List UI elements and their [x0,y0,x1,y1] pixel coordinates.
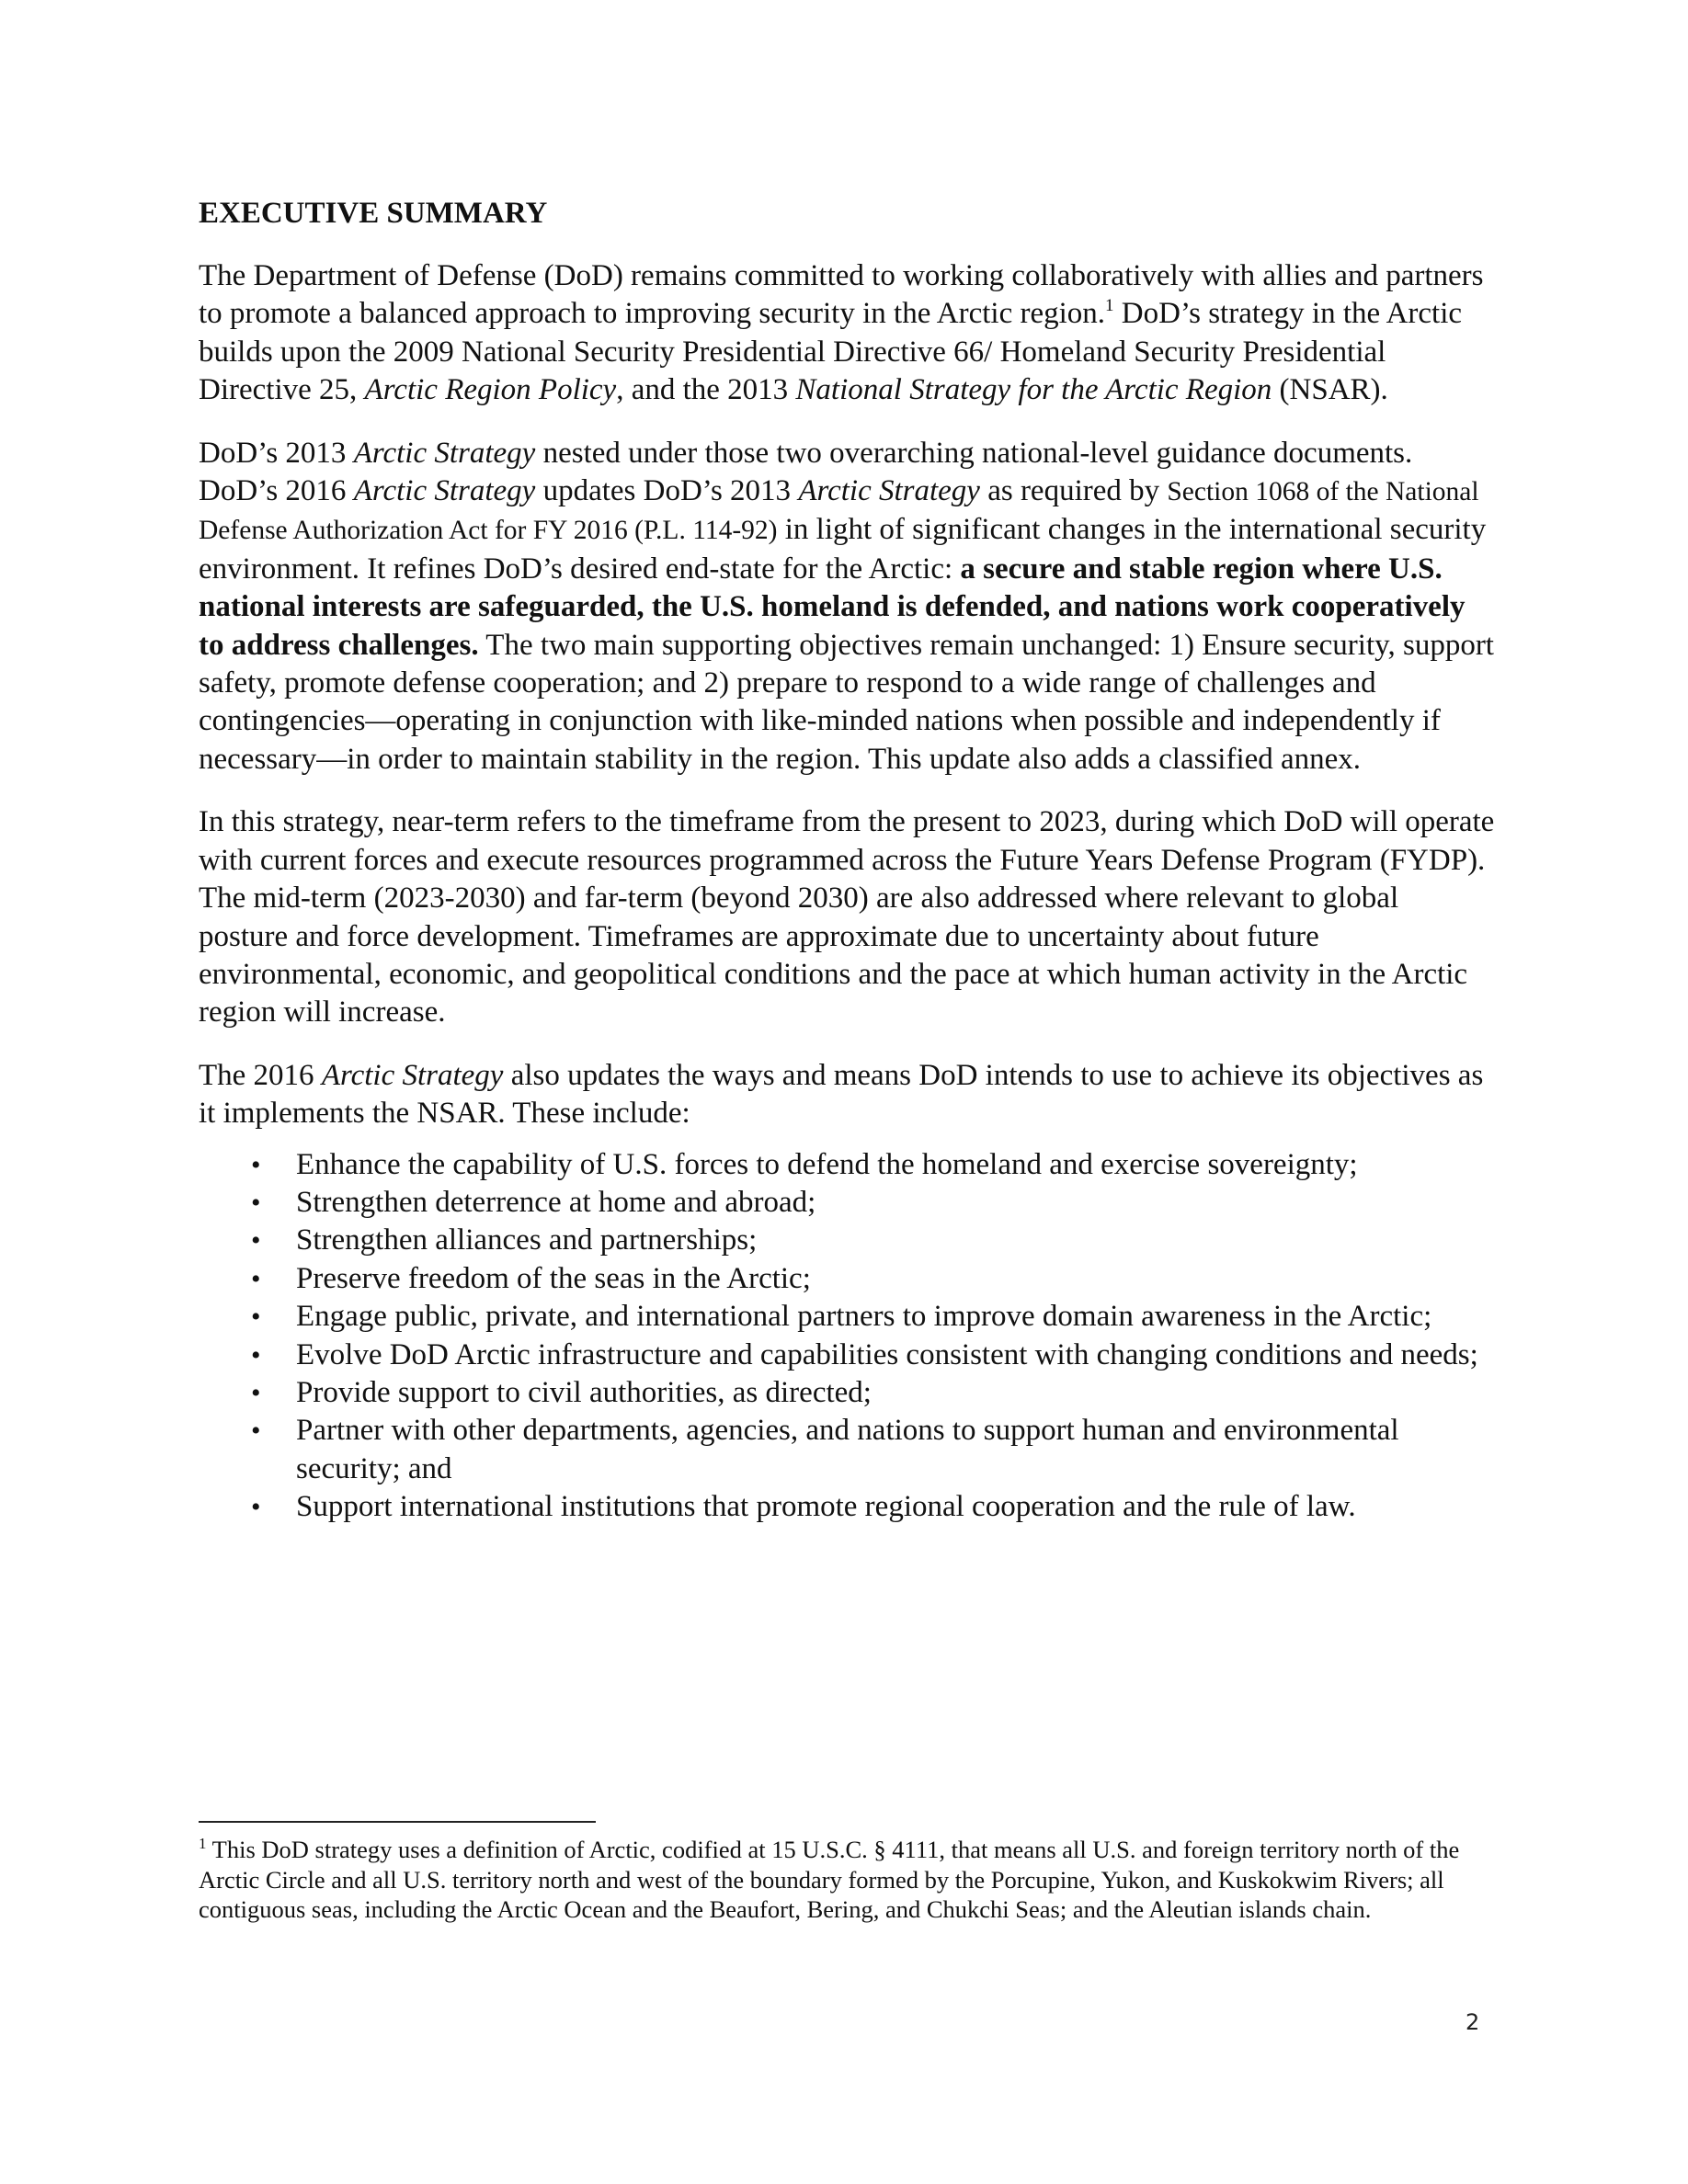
objectives-list [199,1146,1495,1527]
bullet-icon: • [251,1302,261,1333]
bullet-icon: • [251,1225,261,1257]
list-item: • Enhance the capability of U.S. forces to defend the homeland and exercise sovereignty; [199,1146,1495,1184]
section-heading: EXECUTIVE SUMMARY [199,197,548,230]
page-number: 2 [1466,2009,1480,2035]
bullet-icon: • [251,1187,261,1218]
footnote [199,1835,1495,1925]
bullet-icon: • [251,1377,261,1408]
footnote-divider [199,1821,596,1823]
paragraph-timeframes: In this strategy, near-term refers to the timeframe from the present to 2023, during which DoD will operate with current forces and execute resources programmed across the Future Years Defense Program (FYDP). The mid-term (2023-2030) and far-term (beyond 2030) are also addressed where relevant to global posture and force development. Timeframes are approximate due to uncertainty about future environmental, economic, and geopolitical conditions and the pace at which human activity in the Arctic region will increase. [199,805,1495,1029]
end-state-statement: a secure and stable region where U.S. national interests are safeguarded, the U.S. homeland is defended, and nations work cooperatively to address challenges. [199,552,1466,662]
footnote-mark: 1 [199,1835,207,1852]
list-item: • Strengthen alliances and partnerships; [199,1222,1495,1259]
paragraph-intro: The Department of Defense (DoD) remains committed to working collaboratively with allies and partners to promote a balanced approach to improving security in the Arctic region.$^1$ DoD’s strategy in the Arctic builds upon the 2009 National Security Presidential Directive 66/ Homeland Security Presidential Directive 25, Arctic Region Policy, and the 2013 National Strategy for the Arctic Region (NSAR). [199,259,1484,407]
list-item: • Provide support to civil authorities, as directed; [199,1374,1495,1412]
bullet-icon: • [251,1149,261,1180]
paragraph-strategy: DoD’s 2013 Arctic Strategy nested under those two overarching national-level guidance documents. DoD’s 2016 Arctic Strategy updates DoD’s 2013 Arctic Strategy as required by Section 1068 of the National Defense Authorization Act for FY 2016 (P.L. 114-92) in light of significant changes in the international security environment. It refines DoD’s desired end-state for the Arctic: a secure and stable region where U.S. national interests are safeguarded, the U.S. homeland is defended, and nations work cooperatively to address challenges. The two main supporting objectives remain unchanged: 1) Ensure security, support safety, promote defense cooperation; and 2) prepare to respond to a wide range of challenges and contingencies—operating in conjunction with like-minded nations when possible and independently if necessary—in order to maintain stability in the region. This update also adds a classified annex. [199,436,1494,776]
list-item: • Engage public, private, and international partners to improve domain awareness in the Arctic; [199,1298,1495,1336]
footnote-ref[interactable]: 1 [1105,296,1114,316]
bullet-icon: • [251,1263,261,1294]
bullet-icon: • [251,1492,261,1523]
paragraph-ways-means: The 2016 Arctic Strategy also updates the ways and means DoD intends to use to achieve its objectives as it implements the NSAR. These include: [199,1058,1484,1131]
document-body [199,195,1495,1527]
list-item: • Partner with other departments, agencies, and nations to support human and environmental security; and [251,1414,1399,1485]
list-item: • Support international institutions that promote regional cooperation and the rule of law. [199,1488,1495,1526]
footnote-text: This DoD strategy uses a definition of Arctic, codified at 15 U.S.C. § 4111, that means all U.S. and foreign territory north of the Arctic Circle and all U.S. territory north and west of the boundary formed by the Porcupine, Yukon, and Kuskokwim Rivers; all contiguous seas, including the Arctic Ocean and the Beaufort, Bering, and Chukchi Seas; and the Aleutian islands chain. [199,1836,1460,1923]
bullet-icon: • [251,1339,261,1371]
list-item: • Strengthen deterrence at home and abroad; [199,1184,1495,1222]
bullet-icon: • [251,1416,261,1447]
list-item: • Preserve freedom of the seas in the Arctic; [199,1260,1495,1298]
list-item: • Evolve DoD Arctic infrastructure and capabilities consistent with changing conditions and needs; [199,1337,1495,1374]
